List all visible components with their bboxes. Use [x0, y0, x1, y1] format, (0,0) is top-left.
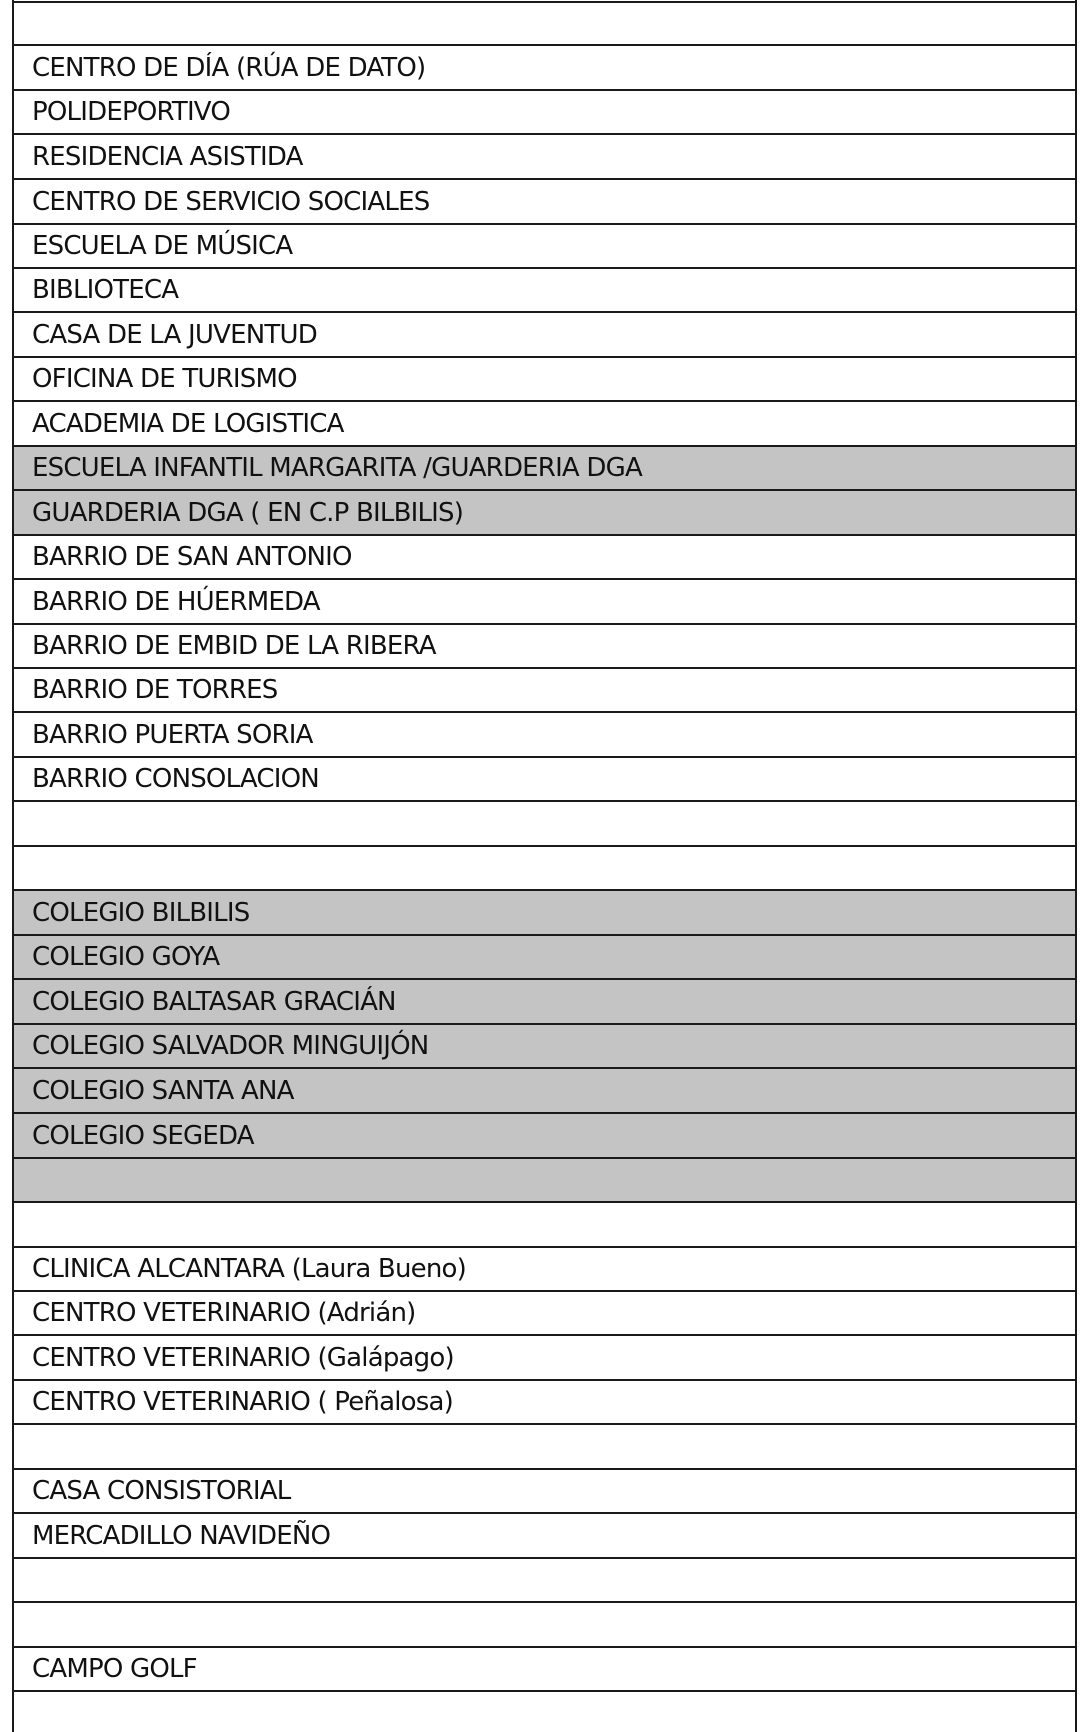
- table-row: [14, 1512, 1075, 1557]
- table-row: [14, 223, 1075, 267]
- row-label: COLEGIO GOYA: [32, 942, 220, 972]
- table-row: [14, 1246, 1075, 1290]
- table-row: [14, 1023, 1075, 1067]
- table-row: [14, 1112, 1075, 1157]
- row-label: CENTRO DE DÍA (RÚA DE DATO): [32, 52, 426, 83]
- table-row: [14, 356, 1075, 400]
- row-label: BARRIO DE EMBID DE LA RIBERA: [32, 631, 436, 661]
- table-row: [14, 978, 1075, 1023]
- row-label: COLEGIO BALTASAR GRACIÁN: [32, 986, 396, 1017]
- empty-table-row: [14, 1557, 1075, 1601]
- table-row: [14, 711, 1075, 756]
- table-row: [14, 1334, 1075, 1379]
- empty-table-row: [14, 1201, 1075, 1246]
- empty-table-row: [14, 800, 1075, 845]
- row-label: BARRIO PUERTA SORIA: [32, 719, 313, 750]
- table-row: [14, 1468, 1075, 1512]
- empty-table-row: [14, 1690, 1075, 1732]
- row-label: CLINICA ALCANTARA (Laura Bueno): [32, 1254, 466, 1284]
- row-label: CASA CONSISTORIAL: [32, 1476, 291, 1506]
- table-row: [14, 534, 1075, 578]
- row-label: ESCUELA INFANTIL MARGARITA /GUARDERIA DGA: [32, 453, 642, 483]
- row-label: BARRIO DE SAN ANTONIO: [32, 542, 352, 572]
- empty-table-row: [14, 1, 1075, 44]
- row-label: RESIDENCIA ASISTIDA: [32, 141, 303, 172]
- table-row: [14, 578, 1075, 623]
- table-row: [14, 756, 1075, 800]
- table-row: [14, 1646, 1075, 1690]
- row-label: BARRIO DE HÚERMEDA: [32, 586, 320, 617]
- table-row: [14, 267, 1075, 311]
- table-row: [14, 311, 1075, 356]
- row-label: POLIDEPORTIVO: [32, 97, 231, 127]
- table-row: [14, 623, 1075, 667]
- row-label: CENTRO VETERINARIO (Adrián): [32, 1298, 416, 1328]
- row-label: OFICINA DE TURISMO: [32, 364, 297, 394]
- row-label: ESCUELA DE MÚSICA: [32, 231, 293, 261]
- row-label: CASA DE LA JUVENTUD: [32, 319, 317, 350]
- table-row: [14, 1379, 1075, 1423]
- row-label: CENTRO VETERINARIO (Galápago): [32, 1342, 454, 1373]
- spreadsheet-table: [12, 0, 1077, 1732]
- table-row: [14, 44, 1075, 89]
- row-label: BIBLIOTECA: [32, 275, 179, 305]
- row-label: CENTRO DE SERVICIO SOCIALES: [32, 186, 430, 217]
- row-label: BARRIO CONSOLACION: [32, 764, 319, 794]
- row-label: BARRIO DE TORRES: [32, 675, 278, 705]
- table-row: [14, 445, 1075, 489]
- row-label: CAMPO GOLF: [32, 1654, 197, 1684]
- row-label: COLEGIO SALVADOR MINGUIJÓN: [32, 1031, 429, 1061]
- table-row: [14, 934, 1075, 978]
- row-label: COLEGIO BILBILIS: [32, 897, 250, 928]
- empty-table-row: [14, 1157, 1075, 1201]
- empty-table-row: [14, 845, 1075, 889]
- empty-table-row: [14, 1423, 1075, 1468]
- row-label: CENTRO VETERINARIO ( Peñalosa): [32, 1387, 453, 1417]
- table-row: [14, 889, 1075, 934]
- table-row: [14, 89, 1075, 133]
- row-label: COLEGIO SEGEDA: [32, 1120, 254, 1151]
- table-row: [14, 1067, 1075, 1112]
- row-label: COLEGIO SANTA ANA: [32, 1075, 294, 1106]
- table-row: [14, 667, 1075, 711]
- table-row: [14, 489, 1075, 534]
- table-row: [14, 133, 1075, 178]
- row-label: MERCADILLO NAVIDEÑO: [32, 1520, 331, 1551]
- empty-table-row: [14, 1601, 1075, 1646]
- table-row: [14, 178, 1075, 223]
- row-label: GUARDERIA DGA ( EN C.P BILBILIS): [32, 497, 464, 528]
- row-label: ACADEMIA DE LOGISTICA: [32, 408, 344, 439]
- table-row: [14, 400, 1075, 445]
- table-row: [14, 1290, 1075, 1334]
